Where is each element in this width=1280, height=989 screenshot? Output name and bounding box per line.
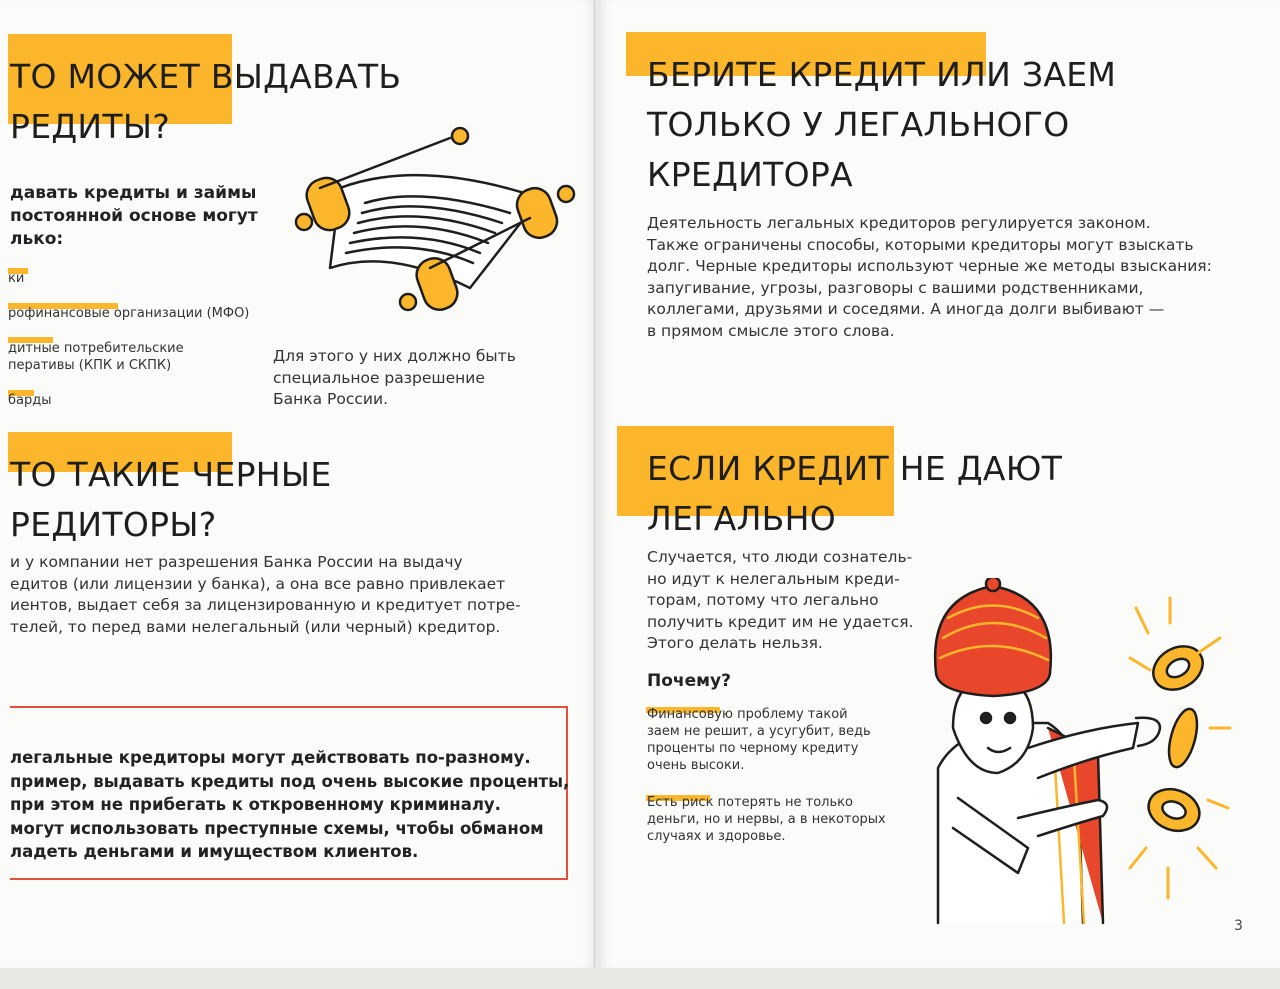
- warning-text: легальные кредиторы могут действовать по-разному. пример, выдавать кредиты под очень высокие проценты, при этом не прибегать к откровенному криминалу. могут использовать преступные схемы, чтобы обманом ладеть деньгами и имуществом клиентов.: [10, 748, 570, 861]
- right-page: [598, 0, 1280, 968]
- reason-2: Есть риск потерять не только деньги, но и нервы, а в некоторых случаях и здоровье.: [647, 795, 886, 844]
- section-title-legal-creditor: БЕРИТЕ КРЕДИТ ИЛИ ЗАЕМ ТОЛЬКО У ЛЕГАЛЬНОГО КРЕДИТОРА: [647, 55, 1117, 194]
- why-label: Почему?: [647, 671, 731, 691]
- scan-edge: [0, 968, 1280, 989]
- list-item: барды: [8, 393, 52, 408]
- legal-creditor-text: Деятельность легальных кредиторов регулируется законом. Также ограничены способы, которыми кредиторы могут взыскать долг. Черные кредиторы используют черные же методы взыскания: запугивание, угрозы, разговоры с вашими родственниками, коллегами, друзьями и соседями. А иногда долги выбивают — в прямом смысле этого слова.: [647, 214, 1212, 340]
- scroll-illustration: [270, 118, 590, 318]
- list-item: рофинансовые организации (МФО): [8, 306, 250, 321]
- black-creditors-text: и у компании нет разрешения Банка России на выдачу едитов (или лицензии у банка), а она все равно привлекает иентов, выдает себя за лицензированную и кредитует потре- телей, то перед вами нелегальный (или черный) кредитор.: [10, 553, 521, 636]
- page-number: 3: [1234, 918, 1243, 934]
- left-page: [0, 0, 596, 968]
- section-title-black-creditors: ТО ТАКИЕ ЧЕРНЫЕ РЕДИТОРЫ?: [10, 455, 332, 544]
- list-item: дитные потребительские перативы (КПК и СКПК): [8, 341, 184, 373]
- intro-text: давать кредиты и займы постоянной основе могут лько:: [10, 183, 258, 249]
- license-note: Для этого у них должно быть специальное разрешение Банка России.: [273, 347, 516, 408]
- list-item: ки: [8, 271, 25, 286]
- man-with-chains-illustration: [898, 578, 1268, 928]
- section-title-if-denied: ЕСЛИ КРЕДИТ НЕ ДАЮТ ЛЕГАЛЬНО: [647, 449, 1063, 538]
- if-denied-text: Случается, что люди сознатель- но идут к нелегальным креди- торам, потому что легально получить кредит им не удается. Этого делать нельзя.: [647, 548, 914, 652]
- reason-1: Финансовую проблему такой заем не решит, а усугубит, ведь проценты по черному кредиту очень высоки.: [647, 707, 871, 773]
- section-title-who-can-lend: ТО МОЖЕТ ВЫДАВАТЬ РЕДИТЫ?: [10, 57, 402, 146]
